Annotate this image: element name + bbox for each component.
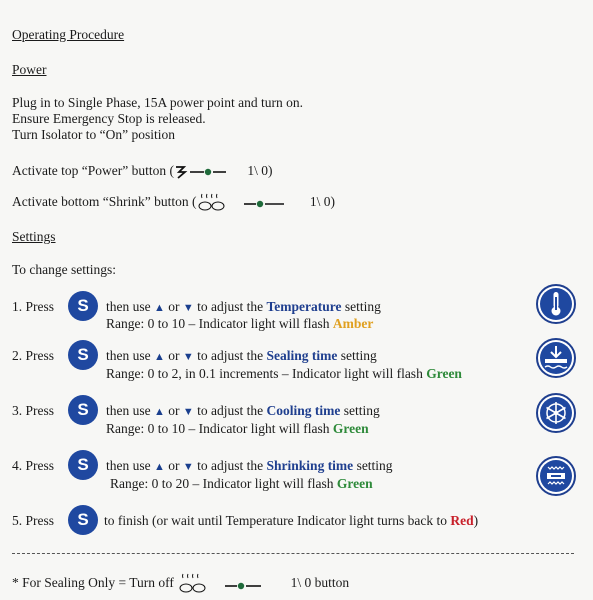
- down-arrow-icon: ▼: [182, 461, 194, 473]
- cooling-icon: [536, 393, 576, 433]
- up-arrow-icon: ▲: [154, 302, 165, 314]
- step-4-range: [110, 476, 373, 492]
- indicator-color: Green: [336, 476, 373, 491]
- indicator-color: Red: [450, 513, 474, 528]
- up-arrow-icon: ▲: [154, 351, 165, 363]
- activate-shrink-text: Activate bottom “Shrink” button: [12, 194, 189, 210]
- step-5-line: [104, 513, 478, 529]
- step-text: setting: [356, 458, 393, 473]
- step-parameter: Sealing time: [266, 348, 338, 363]
- s-button: S: [68, 395, 98, 425]
- settings-heading: Settings: [12, 229, 56, 244]
- step-parameter: Cooling time: [266, 403, 341, 418]
- power-line-3: Turn Isolator to “On” position: [12, 127, 175, 142]
- finish-close: ): [473, 513, 479, 528]
- range-text: Range: 0 to 2, in 0.1 increments – Indicator light will flash: [106, 366, 423, 381]
- step-2-line: [106, 348, 377, 365]
- footer-suffix: 1\ 0 button: [290, 575, 350, 591]
- step-text: to adjust the: [197, 299, 264, 314]
- step-4-press: 4. Press: [12, 458, 55, 473]
- thermometer-icon: [536, 284, 576, 324]
- power-line-1: Plug in to Single Phase, 15A power point and turn on.: [12, 95, 303, 110]
- activate-power-line: Activate top “Power” button ( 1\ 0): [12, 163, 273, 178]
- step-3-range: [106, 421, 369, 437]
- step-1-range: [106, 316, 373, 332]
- step-2-range: [106, 366, 462, 382]
- activate-shrink-line: Activate bottom “Shrink” button ( 1\ 0): [12, 193, 335, 213]
- step-text: or: [168, 458, 180, 473]
- range-text: Range: 0 to 20 – Indicator light will flash: [110, 476, 334, 491]
- range-text: Range: 0 to 10 – Indicator light will flash: [106, 421, 330, 436]
- settings-intro: To change settings:: [12, 262, 117, 277]
- step-parameter: Temperature: [266, 299, 342, 314]
- sealing-icon: [536, 338, 576, 378]
- step-3-press: 3. Press: [12, 403, 55, 418]
- step-text: to adjust the: [197, 458, 264, 473]
- step-1-line: [106, 299, 381, 316]
- power-symbol-icon: [174, 165, 244, 179]
- up-arrow-icon: ▲: [154, 406, 165, 418]
- s-button: S: [68, 340, 98, 370]
- shrink-symbol-icon: [196, 193, 306, 213]
- step-text: then use: [106, 403, 151, 418]
- s-button: S: [68, 450, 98, 480]
- down-arrow-icon: ▼: [182, 302, 194, 314]
- step-3-line: [106, 403, 380, 420]
- s-button: S: [68, 505, 98, 535]
- step-4-line: [106, 458, 393, 475]
- down-arrow-icon: ▼: [182, 406, 194, 418]
- footer-note: [12, 573, 349, 595]
- step-parameter: Shrinking time: [266, 458, 354, 473]
- step-text: then use: [106, 299, 151, 314]
- step-2-press: 2. Press: [12, 348, 55, 363]
- indicator-color: Green: [332, 421, 369, 436]
- step-text: setting: [343, 403, 380, 418]
- indicator-color: Green: [426, 366, 462, 381]
- shrinking-icon: [536, 456, 576, 496]
- step-text: or: [168, 403, 180, 418]
- activate-shrink-suffix: 1\ 0): [309, 194, 335, 210]
- dashed-divider: [12, 553, 574, 554]
- seal-shrink-symbol-icon: [177, 573, 287, 595]
- step-text: then use: [106, 348, 151, 363]
- step-text: setting: [340, 348, 377, 363]
- activate-power-text: Activate top “Power” button: [12, 163, 167, 178]
- footer-text: * For Sealing Only = Turn off: [12, 575, 174, 591]
- power-line-2: Ensure Emergency Stop is released.: [12, 111, 206, 126]
- s-button: S: [68, 291, 98, 321]
- step-text: to adjust the: [197, 403, 264, 418]
- range-text: Range: 0 to 10 – Indicator light will flash: [106, 316, 330, 331]
- step-1-press: 1. Press: [12, 299, 55, 314]
- indicator-color: Amber: [332, 316, 374, 331]
- step-5-press: 5. Press: [12, 513, 55, 528]
- step-text: or: [168, 348, 180, 363]
- step-text: then use: [106, 458, 151, 473]
- finish-text: to finish (or wait until Temperature Indicator light turns back to: [104, 513, 447, 528]
- page-title: Operating Procedure: [12, 27, 125, 42]
- down-arrow-icon: ▼: [182, 351, 194, 363]
- up-arrow-icon: ▲: [154, 461, 165, 473]
- step-text: or: [168, 299, 180, 314]
- power-heading: Power: [12, 62, 47, 77]
- activate-power-suffix: 1\ 0): [247, 163, 273, 178]
- step-text: setting: [344, 299, 381, 314]
- step-text: to adjust the: [197, 348, 264, 363]
